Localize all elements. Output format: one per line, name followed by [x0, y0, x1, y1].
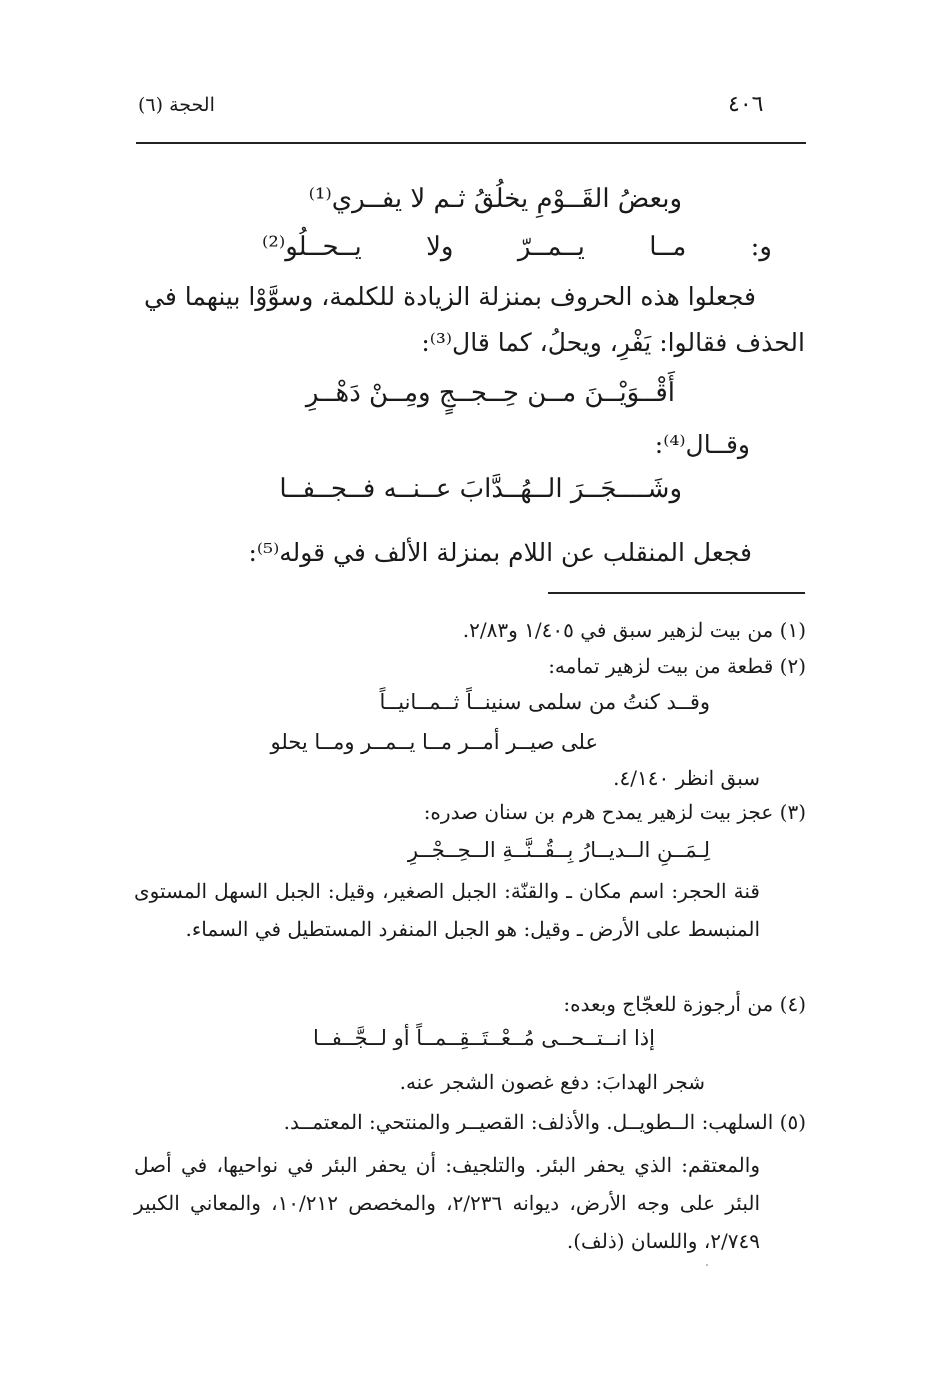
verse-line-4: وشَــــجَــرَ الــهُــدَّابَ عــنــه فــجــفــا [279, 474, 682, 504]
scan-speck [706, 1264, 708, 1266]
footnote-4-verse: إذا انــتــحــى مُــعْــتَــقِــمــاً أو لــجَّــفــا [313, 1026, 655, 1050]
paragraph-2: فجعل المنقلب عن اللام بمنزلة الألف في قوله⁽⁵⁾: [248, 538, 752, 567]
footnote-5-text: والمعتقم: الذي يحفر البئر. والتلجيف: أن يحفر البئر في نواحيها، في أصل البئر على وجه الأرض، ديوانه ٢/٢٣٦، والمخصص ١٠/٢١٢، والمعاني الكبير ٢/٧٤٩، واللسان (ذلف). [134, 1153, 761, 1253]
footnote-2-verse-2: على صيــر أمــر مــا يــمــر ومــا يحلو [270, 730, 598, 754]
footnote-3-head: (٣) عجز بيت لزهير يمدح هرم بن سنان صدره: [423, 800, 806, 824]
paragraph-1-line-2: الحذف فقالوا: يَفْرِ، ويحلُ، كما قال⁽³⁾: [421, 328, 805, 357]
verse-line-2: و: مــا يــمــرّ ولا يــحــلُو⁽²⁾ [262, 232, 772, 262]
footnote-3-text: قنة الحجر: اسم مكان ـ والقنّة: الجبل الصغير، وقيل: الجبل السهل المستوى المنبسط على الأرض ـ وقيل: هو الجبل المنفرد المستطيل في السماء. [134, 879, 760, 941]
running-title: الحجة (٦) [138, 94, 215, 116]
footnote-3-verse: لِـمَــنِ الــديــارُ بِــقُــنَّــةِ الــحِــجْــرِ [407, 838, 710, 862]
footnote-4-text: شجر الهدابَ: دفع غصون الشجر عنه. [399, 1070, 705, 1094]
footnote-4-head: (٤) من أرجوزة للعجّاج وبعده: [563, 992, 806, 1016]
footnote-5-line-1: (٥) السلهب: الــطويــل. والأذلف: القصيــر والمنتحي: المعتمــد. [283, 1110, 806, 1134]
page-number: ٤٠٦ [728, 92, 764, 117]
header-divider [136, 142, 806, 144]
verse-line-1: وبعضُ القَــوْمِ يخلُقُ ثـم لا يفــري⁽¹⁾ [308, 184, 682, 214]
footnote-2-verse-1: وقــد كنتُ من سلمى سنينــاً ثــمــانيــاً [379, 690, 710, 714]
footnote-1: (١) من بيت لزهير سبق في ١/٤٠٥ و٢/٨٣. [462, 618, 806, 642]
footnote-divider [548, 592, 805, 594]
footnote-2-reference: سبق انظر ٤/١٤٠. [613, 766, 760, 790]
qala-marker: وقــال⁽⁴⁾: [654, 430, 750, 459]
verse-line-3: أَقْــوَيْــنَ مــن حِــجــجٍ ومِــنْ دَهْــرِ [305, 378, 675, 408]
paragraph-1-line-1: فجعلوا هذه الحروف بمنزلة الزيادة للكلمة، وسوَّوْا بينهما في [144, 282, 756, 311]
footnote-2-head: (٢) قطعة من بيت لزهير تمامه: [548, 654, 806, 678]
